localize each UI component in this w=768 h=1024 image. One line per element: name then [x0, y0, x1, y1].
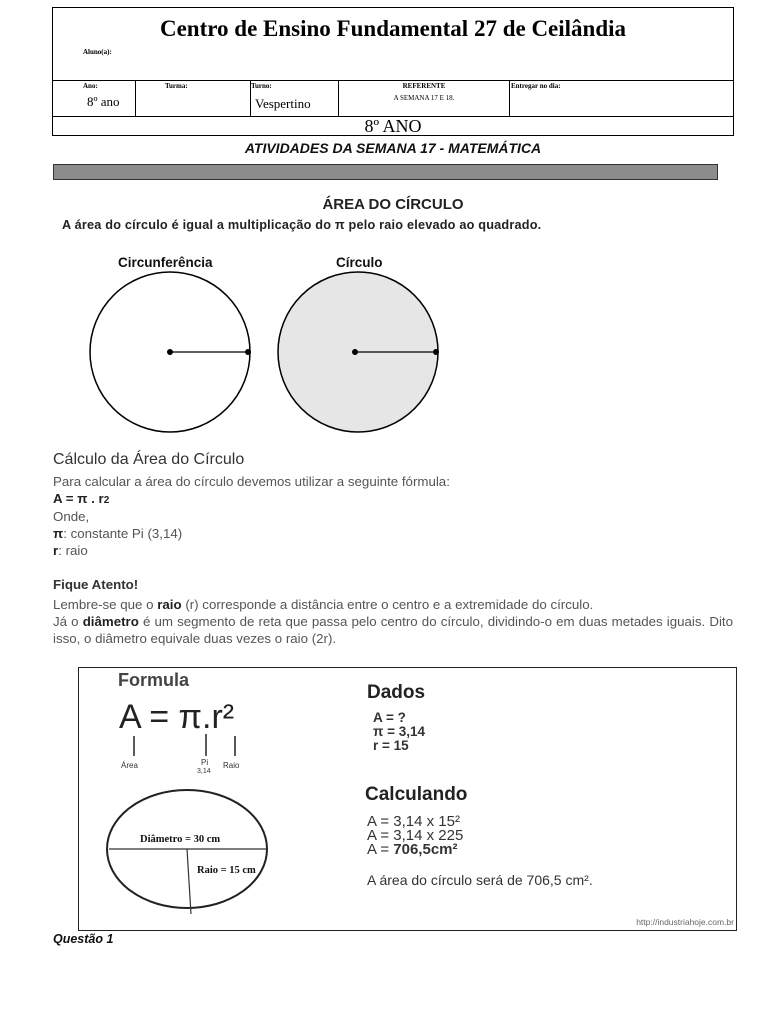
calc-heading: Cálculo da Área do Círculo — [53, 451, 245, 468]
referente-value: A SEMANA 17 E 18. — [393, 94, 455, 102]
grade-title: 8º ANO — [364, 116, 422, 136]
calc-title: Calculando — [365, 784, 468, 805]
conclusion: A área do círculo será de 706,5 cm². — [367, 872, 593, 888]
calc-r-line — [53, 542, 88, 559]
calc-pi-line — [53, 525, 182, 542]
source-credit: http://industriahoje.com.br — [636, 917, 734, 927]
turma-label: Turma: — [165, 82, 188, 90]
school-name: Centro de Ensino Fundamental 27 de Ceilândia — [159, 16, 627, 41]
calc-line-0: A = 3,14 x 15² — [367, 813, 460, 830]
calc-line1: Para calcular a área do círculo devemos utilizar a seguinte fórmula: — [53, 474, 450, 489]
dados-0: A = ? — [373, 710, 406, 725]
label-pi-val: 3,14 — [197, 768, 211, 775]
turno-value: Vespertino — [255, 96, 311, 111]
dados-title: Dados — [367, 682, 426, 703]
attention-title: Fique Atento! — [53, 577, 139, 592]
activity-title: ATIVIDADES DA SEMANA 17 - MATEMÁTICA — [244, 140, 542, 156]
example-figure — [78, 667, 737, 931]
calc-formula — [53, 490, 109, 509]
raio-bold: raio — [157, 597, 182, 612]
referente-label: REFERENTE — [402, 82, 446, 90]
calc-final-value: 706,5cm² — [393, 841, 458, 858]
label-area: Área — [121, 761, 138, 770]
big-formula: A = π.r² — [119, 698, 235, 736]
section-intro: A área do círculo é igual a multiplicação do π pelo raio elevado ao quadrado. — [62, 218, 542, 232]
calc-onde: Onde, — [53, 509, 90, 524]
raio-label: Raio = 15 cm — [197, 865, 256, 876]
label-pi: Pi — [201, 758, 209, 767]
attention-p1: Lembre-se que o raio (r) corresponde a distância entre o centro e a extremidade do círculo. — [53, 597, 594, 612]
ano-label: Ano: — [83, 82, 98, 90]
pi-symbol: π — [53, 526, 64, 541]
circles-illustration — [80, 270, 460, 440]
section-title: ÁREA DO CÍRCULO — [322, 196, 464, 213]
attention-p2: Já o diâmetro é um segmento de reta que passa pelo centro do círculo, dividindo-o em duas metades iguais. Dito isso, o diâmetro equivale duas vezes o raio (2r). — [53, 614, 734, 646]
r-symbol: r — [53, 543, 59, 558]
calc-line-final: A = 706,5cm² — [367, 841, 458, 858]
question-label: Questão 1 — [53, 932, 114, 946]
diametro-bold: diâmetro — [82, 614, 139, 629]
pi-desc: : constante Pi (3,14) — [63, 526, 183, 541]
label-circunferencia: Circunferência — [118, 255, 213, 270]
turno-label: Turno: — [251, 82, 272, 90]
dados-1: π = 3,14 — [373, 724, 425, 739]
ano-value: 8º ano — [87, 94, 120, 109]
gray-band — [53, 164, 718, 180]
diametro-label: Diâmetro = 30 cm — [140, 834, 221, 845]
r-desc: : raio — [58, 543, 88, 558]
label-raio: Raio — [223, 761, 240, 770]
aluno-label: Aluno(a): — [83, 48, 112, 56]
dados-2: r = 15 — [373, 738, 409, 753]
label-circulo: Círculo — [336, 255, 383, 270]
formula-connectors — [79, 668, 279, 768]
calc-line-1: A = 3,14 x 225 — [367, 827, 464, 844]
entregar-label: Entregar no dia: — [511, 82, 561, 90]
formula-exp: 2 — [103, 495, 110, 506]
formula-title: Formula — [118, 670, 190, 690]
ellipse-diagram — [103, 786, 275, 920]
header-table — [52, 7, 734, 136]
formula-text: A = π . r — [53, 491, 104, 506]
